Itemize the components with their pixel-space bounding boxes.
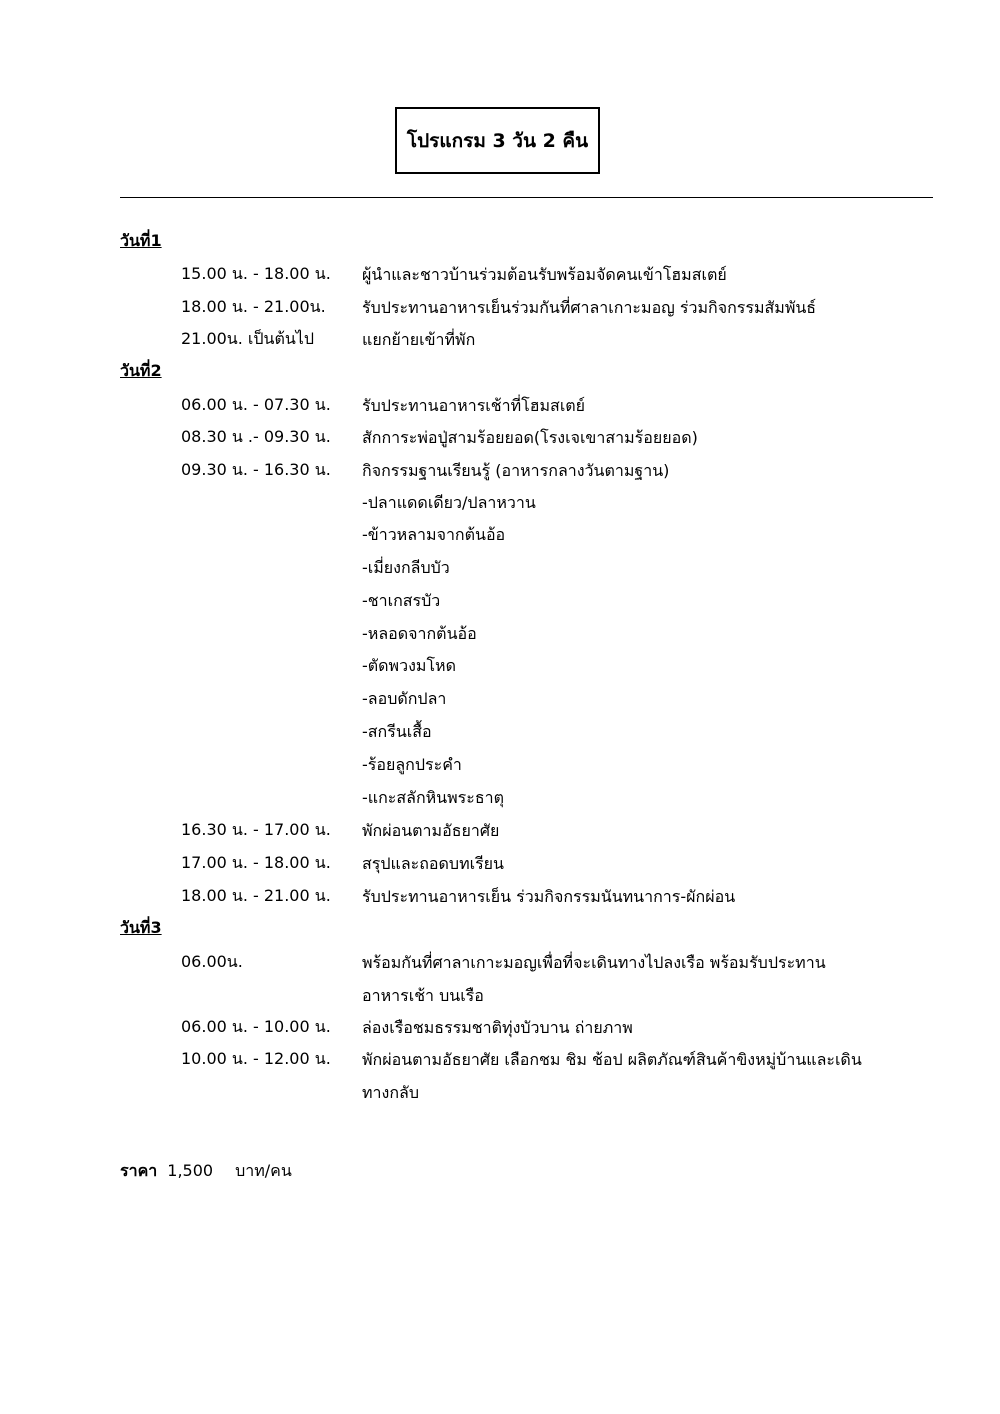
learning-station-item: -ชาเกสรบัว (362, 591, 441, 610)
schedule-time: 15.00 น. - 18.00 น. (181, 264, 331, 283)
schedule-activity: พักผ่อนตามอัธยาศัย (362, 821, 500, 840)
schedule-row (0, 458, 1000, 491)
price-label: ราคา (120, 1161, 158, 1180)
schedule-activity: พักผ่อนตามอัธยาศัย เลือกชม ชิม ช้อป ผลิตภัณฑ์สินค้าขิงหมู่บ้านและเดินทางกลับ (362, 1050, 862, 1102)
schedule-time: 09.30 น. - 16.30 น. (181, 460, 331, 479)
schedule-row (0, 1047, 1000, 1113)
schedule-time: 16.30 น. - 17.00 น. (181, 820, 331, 839)
schedule-row (0, 884, 1000, 917)
day-2-heading: วันที่2 (120, 361, 162, 380)
learning-station-item: -ร้อยลูกประคำ (362, 755, 462, 774)
schedule-activity: พร้อมกันที่ศาลาเกาะมอญเพื่อที่จะเดินทางไปลงเรือ พร้อมรับประทานอาหารเช้า บนเรือ (362, 953, 826, 1005)
price-amount: 1,500 (167, 1161, 214, 1180)
learning-station-item: -เมี่ยงกลีบบัว (362, 558, 450, 577)
schedule-activity: รับประทานอาหารเย็น ร่วมกิจกรรมนันทนาการ-ผักผ่อน (362, 887, 736, 906)
price-line (120, 1159, 292, 1183)
schedule-activity: รับประทานอาหารเช้าที่โฮมสเตย์ (362, 396, 586, 415)
schedule-activity: แยกย้ายเข้าที่พัก (362, 330, 476, 349)
day-3-heading: วันที่3 (120, 918, 162, 937)
schedule-activity: สักการะพ่อปู่สามร้อยยอด(โรงเจเขาสามร้อยยอด) (362, 428, 698, 447)
day-1-heading: วันที่1 (120, 231, 162, 250)
schedule-time: 21.00น. เป็นต้นไป (181, 329, 315, 348)
schedule-activity: กิจกรรมฐานเรียนรู้ (อาหารกลางวันตามฐาน) (362, 461, 670, 480)
schedule-time: 18.00 น. - 21.00 น. (181, 886, 331, 905)
price-unit: บาท/คน (235, 1161, 292, 1180)
schedule-activity: ผู้นำและชาวบ้านร่วมต้อนรับพร้อมจัดคนเข้าโฮมสเตย์ (362, 265, 727, 284)
schedule-activity: รับประทานอาหารเย็นร่วมกันที่ศาลาเกาะมอญ ร่วมกิจกรรมสัมพันธ์ (362, 298, 817, 317)
schedule-time: 10.00 น. - 12.00 น. (181, 1049, 331, 1068)
schedule-time: 18.00 น. - 21.00น. (181, 297, 326, 316)
program-title: โปรแกรม 3 วัน 2 คืน (395, 107, 600, 174)
schedule-time: 08.30 น .- 09.30 น. (181, 427, 331, 446)
schedule-row (0, 950, 1000, 1016)
schedule-time: 17.00 น. - 18.00 น. (181, 853, 331, 872)
learning-station-item: -ตัดพวงมโหด (362, 656, 456, 675)
learning-station-item: -ข้าวหลามจากต้นอ้อ (362, 525, 506, 544)
learning-station-item: -ลอบดักปลา (362, 689, 447, 708)
learning-station-item: -หลอดจากต้นอ้อ (362, 624, 477, 643)
header-divider (120, 197, 933, 198)
schedule-time: 06.00น. (181, 952, 243, 971)
schedule-activity: ล่องเรือชมธรรมชาติทุ่งบัวบาน ถ่ายภาพ (362, 1018, 633, 1037)
learning-station-item: -แกะสลักหินพระธาตุ (362, 788, 504, 807)
schedule-time: 06.00 น. - 10.00 น. (181, 1017, 331, 1036)
schedule-activity: สรุปและถอดบทเรียน (362, 854, 504, 873)
learning-station-item: -สกรีนเสื้อ (362, 722, 432, 741)
schedule-time: 06.00 น. - 07.30 น. (181, 395, 331, 414)
learning-station-item: -ปลาแดดเดียว/ปลาหวาน (362, 493, 536, 512)
schedule-row (0, 327, 1000, 360)
